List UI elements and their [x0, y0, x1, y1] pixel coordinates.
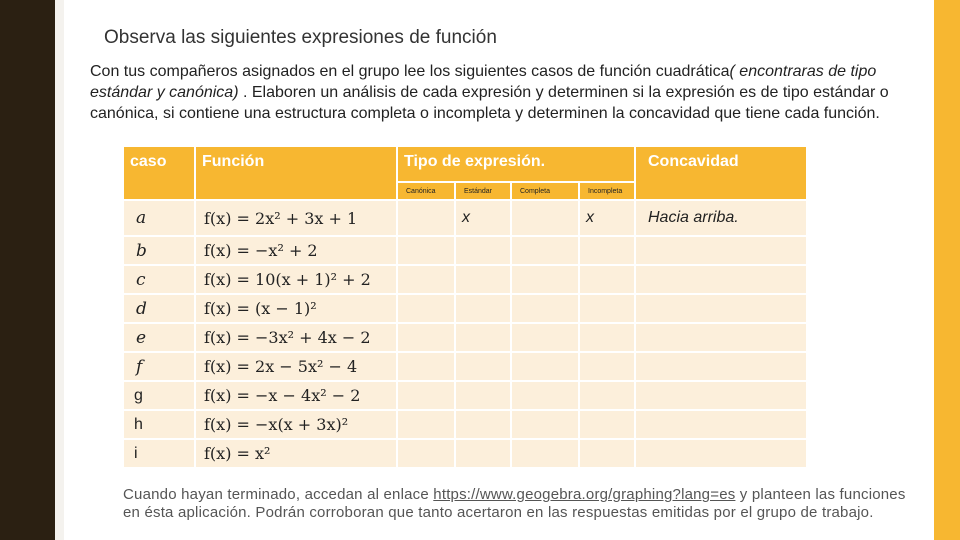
canonica-cell[interactable]: [397, 352, 455, 381]
case-cell: g: [123, 381, 195, 410]
incompleta-cell[interactable]: [579, 265, 635, 294]
table-row: [123, 410, 807, 439]
table-row: [123, 381, 807, 410]
case-cell: h: [123, 410, 195, 439]
incompleta-cell[interactable]: [579, 439, 635, 468]
case-cell: c: [123, 265, 195, 294]
table-row: [123, 294, 807, 323]
case-cell: f: [123, 352, 195, 381]
intro-paragraph: [90, 61, 890, 124]
left-decor-strip: [55, 0, 64, 540]
canonica-cell[interactable]: [397, 265, 455, 294]
incompleta-cell[interactable]: [579, 236, 635, 265]
case-cell: a: [123, 200, 195, 236]
completa-cell[interactable]: [511, 200, 579, 236]
function-cell: f(x) = 2x² + 3x + 1: [195, 200, 397, 236]
function-cell: f(x) = 10(x + 1)² + 2: [195, 265, 397, 294]
case-cell: i: [123, 439, 195, 468]
table-row: [123, 323, 807, 352]
case-cell: d: [123, 294, 195, 323]
header-expression-type: Tipo de expresión.: [397, 146, 635, 182]
completa-cell[interactable]: [511, 236, 579, 265]
completa-cell[interactable]: [511, 323, 579, 352]
estandar-cell[interactable]: [455, 439, 511, 468]
right-accent-bar: [934, 0, 960, 540]
incompleta-cell[interactable]: [579, 352, 635, 381]
subheader-incompleta: Incompleta: [579, 182, 635, 200]
concavity-cell[interactable]: [635, 381, 807, 410]
slide-title: Observa las siguientes expresiones de función: [104, 27, 497, 48]
estandar-cell[interactable]: [455, 381, 511, 410]
completa-cell[interactable]: [511, 381, 579, 410]
function-cell: f(x) = 2x − 5x² − 4: [195, 352, 397, 381]
concavity-cell[interactable]: [635, 439, 807, 468]
estandar-cell[interactable]: [455, 352, 511, 381]
incompleta-cell[interactable]: [579, 294, 635, 323]
left-decor-bar: [0, 0, 55, 540]
canonica-cell[interactable]: [397, 439, 455, 468]
concavity-cell[interactable]: [635, 265, 807, 294]
table-row: [123, 236, 807, 265]
function-cell: f(x) = (x − 1)²: [195, 294, 397, 323]
canonica-cell[interactable]: [397, 410, 455, 439]
concavity-cell[interactable]: [635, 410, 807, 439]
canonica-cell[interactable]: [397, 323, 455, 352]
header-concavity: Concavidad: [635, 146, 807, 200]
canonica-cell[interactable]: [397, 200, 455, 236]
header-case: caso: [123, 146, 195, 200]
footer-text-2: y planteen las funciones en ésta aplicación. Podrán corroboran que tanto acertaron en las respuestas emitidas por el grupo de trabajo.: [123, 486, 906, 521]
completa-cell[interactable]: [511, 410, 579, 439]
estandar-cell[interactable]: [455, 323, 511, 352]
intro-text-2: . Elaboren un análisis de cada expresión y determinen si la expresión es de tipo estándar o canónica, si contiene una estructura completa o incompleta y determinen la concavidad que tiene cada función.: [90, 84, 889, 122]
incompleta-cell[interactable]: [579, 323, 635, 352]
estandar-cell[interactable]: [455, 265, 511, 294]
completa-cell[interactable]: [511, 439, 579, 468]
footer-paragraph: [123, 486, 913, 522]
estandar-cell[interactable]: [455, 294, 511, 323]
completa-cell[interactable]: [511, 352, 579, 381]
subheader-estandar: Estándar: [455, 182, 511, 200]
estandar-cell[interactable]: [455, 236, 511, 265]
table-row: [123, 352, 807, 381]
function-cell: f(x) = −3x² + 4x − 2: [195, 323, 397, 352]
canonica-cell[interactable]: [397, 294, 455, 323]
concavity-cell[interactable]: [635, 352, 807, 381]
function-cell: f(x) = x²: [195, 439, 397, 468]
table-row: [123, 439, 807, 468]
canonica-cell[interactable]: [397, 236, 455, 265]
geogebra-link[interactable]: https://www.geogebra.org/graphing?lang=es: [433, 486, 736, 503]
intro-text-italic: ( encontraras de tipo estándar y canónica): [90, 63, 877, 101]
completa-cell[interactable]: [511, 294, 579, 323]
completa-cell[interactable]: [511, 265, 579, 294]
concavity-cell[interactable]: [635, 236, 807, 265]
incompleta-cell[interactable]: [579, 381, 635, 410]
header-function: Función: [195, 146, 397, 200]
intro-text-1: Con tus compañeros asignados en el grupo lee los siguientes casos de función cuadrática: [90, 63, 730, 80]
table-row: [123, 265, 807, 294]
function-cell: f(x) = −x − 4x² − 2: [195, 381, 397, 410]
functions-table: [122, 145, 808, 469]
table-header-row: [123, 146, 807, 182]
estandar-cell[interactable]: x: [455, 200, 511, 236]
case-cell: b: [123, 236, 195, 265]
concavity-cell[interactable]: [635, 294, 807, 323]
concavity-cell[interactable]: Hacia arriba.: [635, 200, 807, 236]
incompleta-cell[interactable]: [579, 410, 635, 439]
function-cell: f(x) = −x(x + 3x)²: [195, 410, 397, 439]
subheader-canonica: Canónica: [397, 182, 455, 200]
function-cell: f(x) = −x² + 2: [195, 236, 397, 265]
case-cell: e: [123, 323, 195, 352]
incompleta-cell[interactable]: x: [579, 200, 635, 236]
concavity-cell[interactable]: [635, 323, 807, 352]
subheader-completa: Completa: [511, 182, 579, 200]
footer-text-1: Cuando hayan terminado, accedan al enlace: [123, 486, 434, 503]
estandar-cell[interactable]: [455, 410, 511, 439]
canonica-cell[interactable]: [397, 381, 455, 410]
table-row: [123, 200, 807, 236]
